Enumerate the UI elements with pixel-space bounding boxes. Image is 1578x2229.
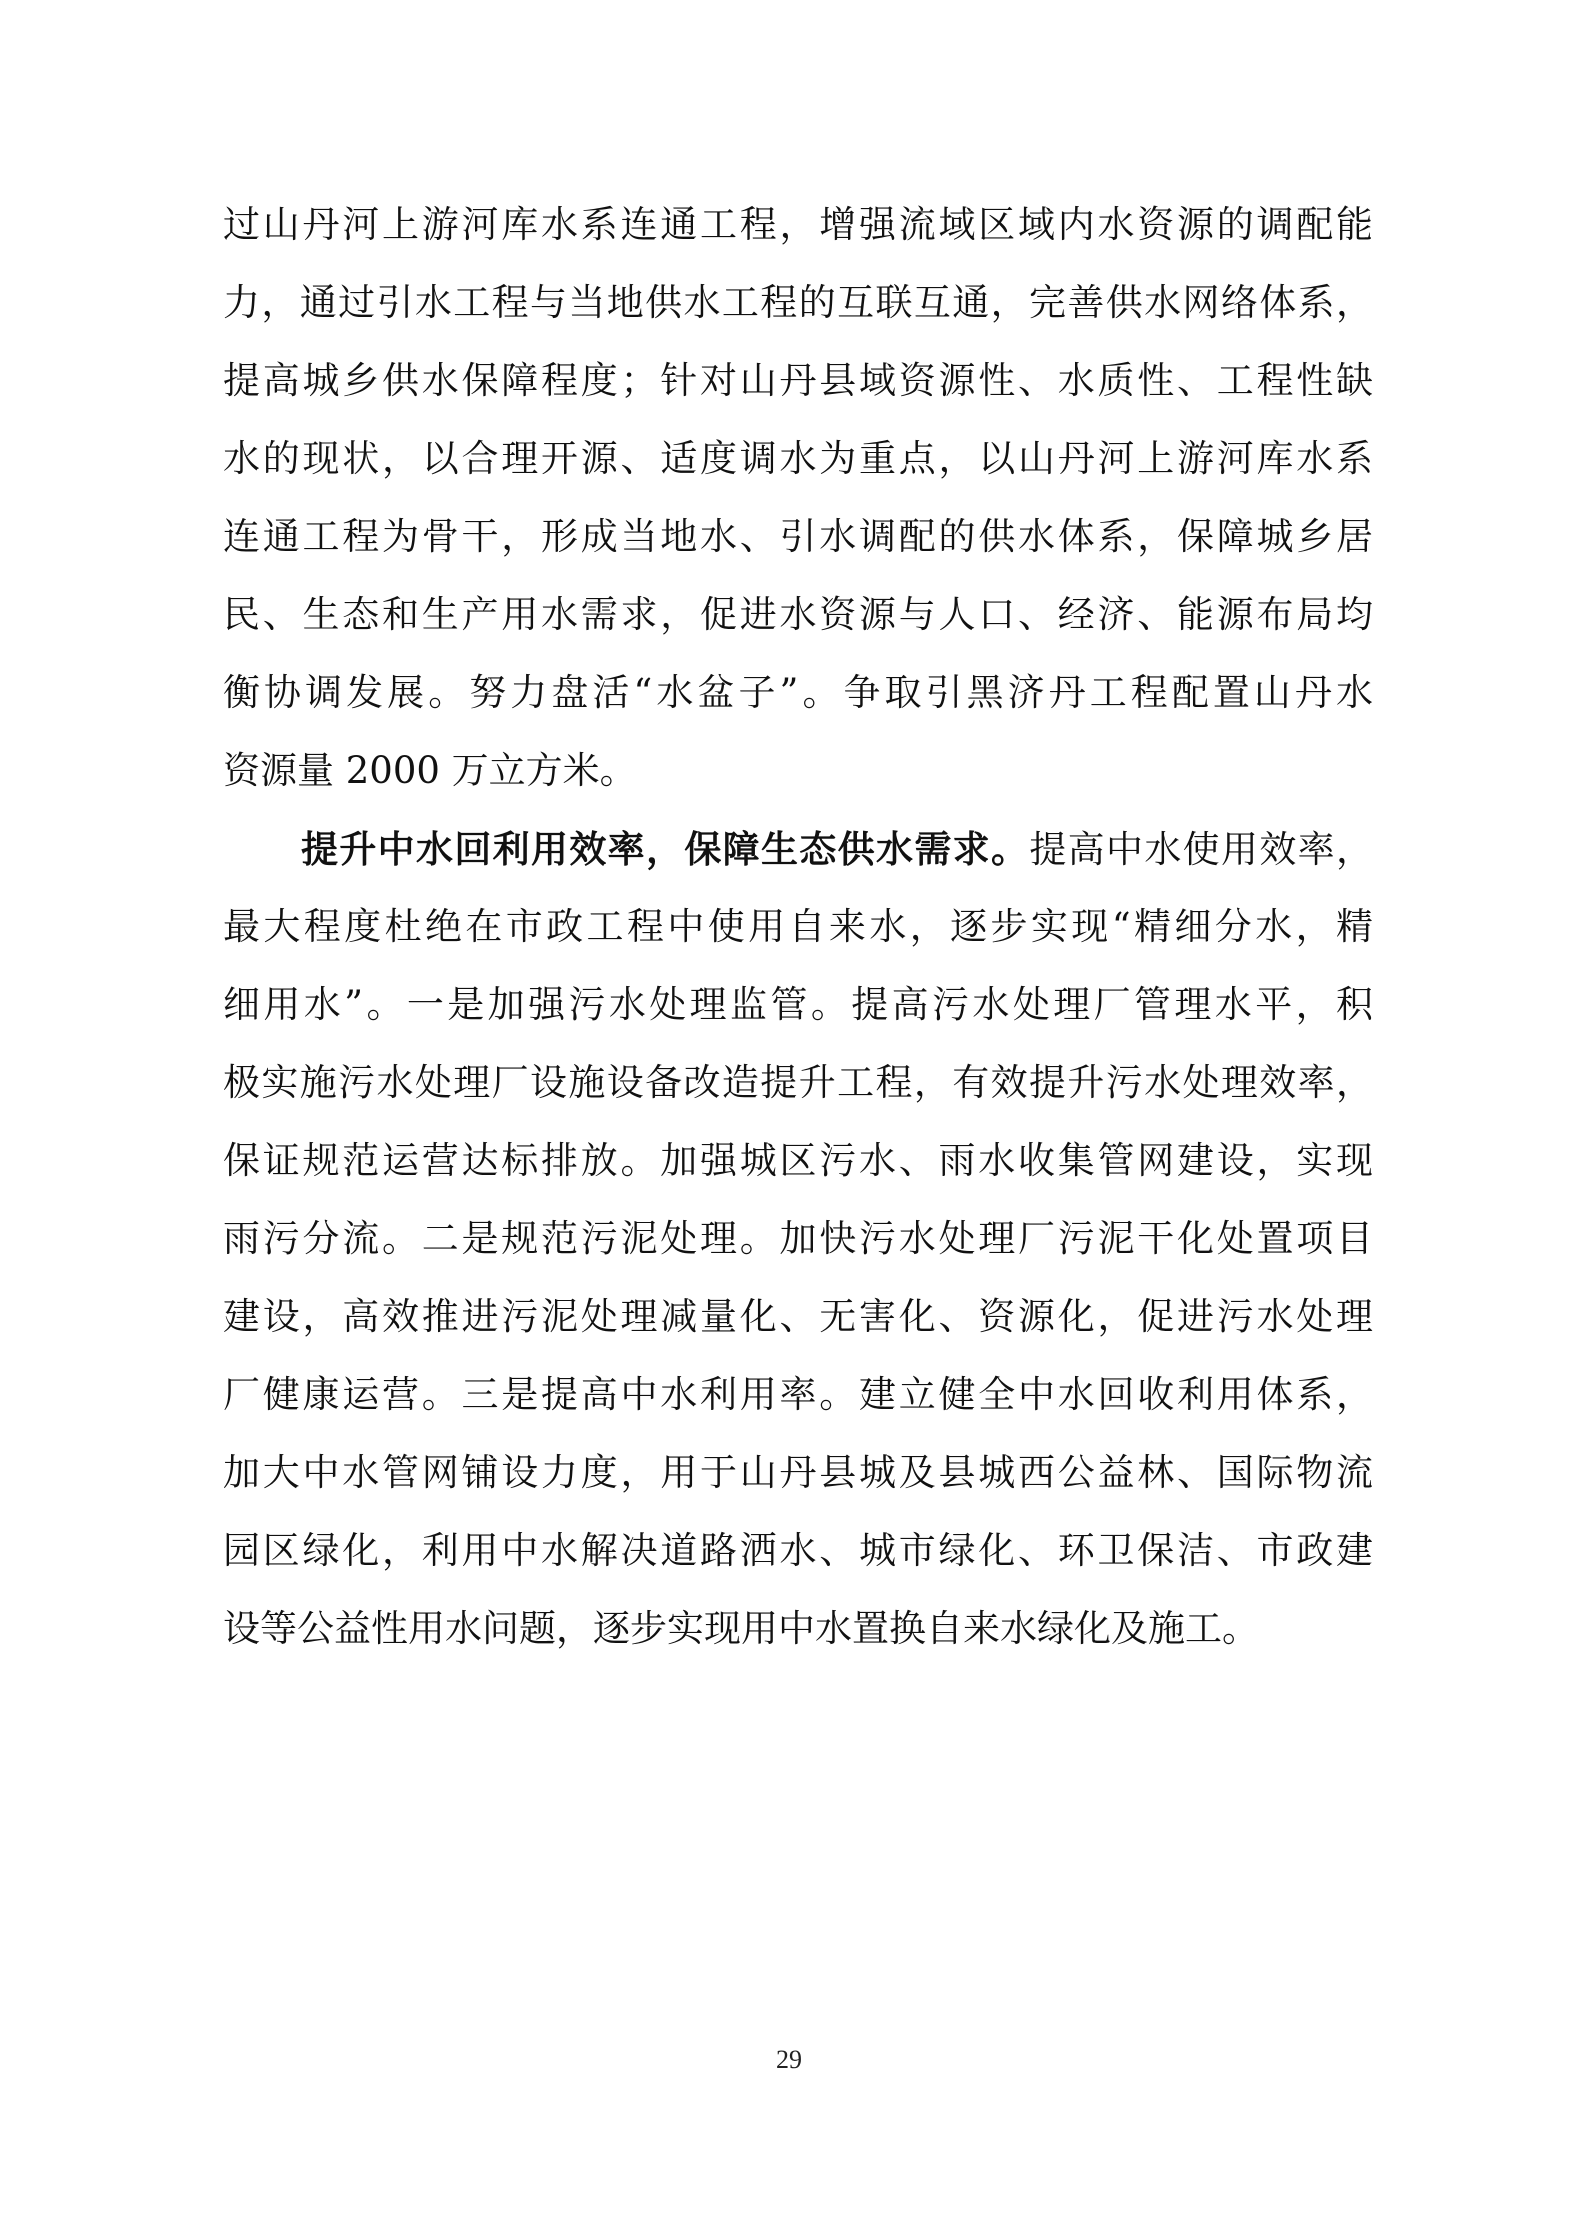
text-line: 过山丹河上游河库水系连通工程，增强流域区域内水资源的调配能	[223, 203, 1373, 246]
paragraph	[223, 186, 1373, 810]
text-line: 民、生态和生产用水需求，促进水资源与人口、经济、能源布局均	[223, 593, 1373, 636]
text-line: 衡协调发展。努力盘活“水盆子”。争取引黑济丹工程配置山丹水	[223, 671, 1373, 714]
text-line: 极实施污水处理厂设施设备改造提升工程，有效提升污水处理效率，	[223, 1061, 1373, 1104]
text-line: 设等公益性用水问题，逐步实现用中水置换自来水绿化及施工。	[223, 1607, 1259, 1650]
text-line: 园区绿化，利用中水解决道路洒水、城市绿化、环卫保洁、市政建	[223, 1529, 1373, 1572]
page-number: 29	[776, 2045, 802, 2074]
text-line: 细用水”。一是加强污水处理监管。提高污水处理厂管理水平，积	[223, 983, 1373, 1026]
text-line: 力，通过引水工程与当地供水工程的互联互通，完善供水网络体系，	[223, 281, 1373, 324]
body-text	[223, 186, 1373, 1668]
text-line: 加大中水管网铺设力度，用于山丹县城及县城西公益林、国际物流	[223, 1451, 1373, 1494]
paragraph	[223, 810, 1373, 1668]
text-line: 资源量 2000 万立方米。	[223, 749, 637, 792]
text-line	[223, 810, 1373, 888]
text-line: 最大程度杜绝在市政工程中使用自来水，逐步实现“精细分水，精	[223, 905, 1373, 948]
text-line: 雨污分流。二是规范污泥处理。加快污水处理厂污泥干化处置项目	[223, 1217, 1373, 1260]
text-line: 厂健康运营。三是提高中水利用率。建立健全中水回收利用体系，	[223, 1373, 1373, 1416]
text-line: 保证规范运营达标排放。加强城区污水、雨水收集管网建设，实现	[223, 1139, 1373, 1182]
text-line: 水的现状，以合理开源、适度调水为重点，以山丹河上游河库水系	[223, 437, 1373, 480]
text-line: 连通工程为骨干，形成当地水、引水调配的供水体系，保障城乡居	[223, 515, 1373, 558]
text-line: 提高城乡供水保障程度；针对山丹县域资源性、水质性、工程性缺	[223, 359, 1373, 402]
paragraph-heading: 提升中水回利用效率，保障生态供水需求。	[301, 827, 1030, 871]
text-line: 建设，高效推进污泥处理减量化、无害化、资源化，促进污水处理	[223, 1295, 1373, 1338]
text-run: 提高中水使用效率，	[1029, 828, 1374, 871]
